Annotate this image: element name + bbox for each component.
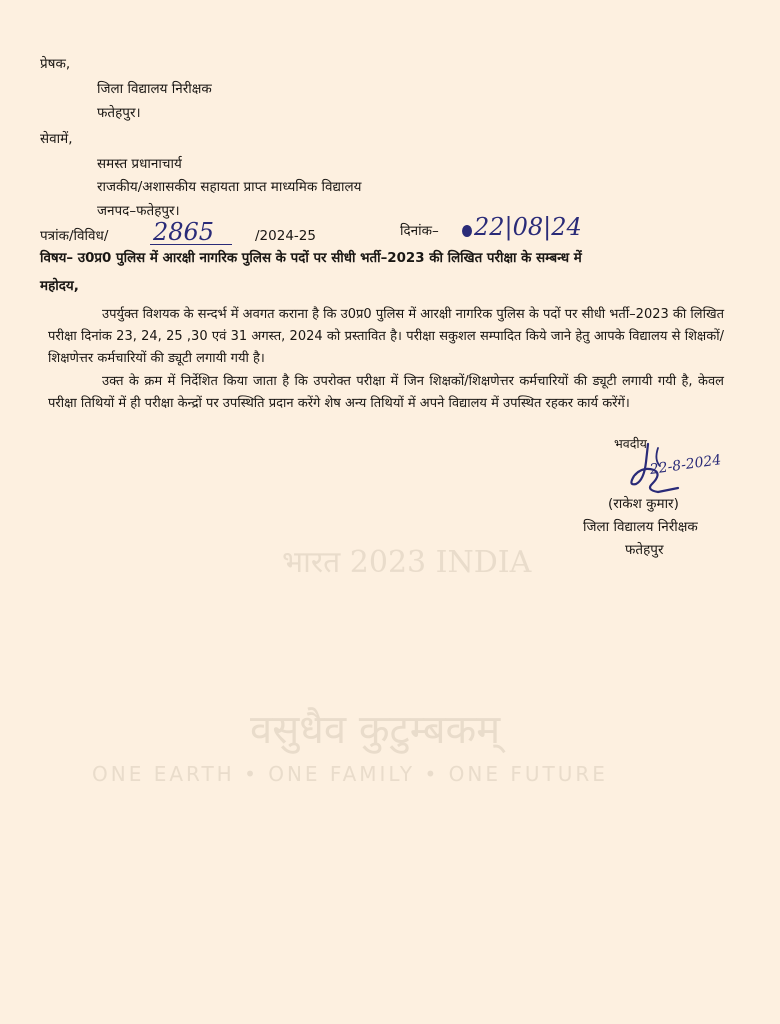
body-paragraph-1: उपर्युक्त विशयक के सन्दर्भ में अवगत कराना है कि उ0प्र0 पुलिस में आरक्षी नागरिक पुलिस के पदों पर सीधी भर्ती–2023 की लिखित परीक्षा दिनांक 23, 24, 25 ,30 एवं 31 अगस्त, 2024 को प्रस्तावित है। परीक्षा सकुशल सम्पादित किये जाने हेतु आपके विद्यालय से शिक्षकों/शिक्षणेत्तर कर्मचारियों की ड्यूटी लगायी गयी है। [48, 307, 724, 366]
sender-place: फतेहपुर। [97, 105, 141, 121]
sender-designation: जिला विद्यालय निरीक्षक [97, 81, 212, 97]
watermark-bharat-india: भारत 2023 INDIA [282, 545, 532, 580]
subject-line: विषय– उ0प्र0 पुलिस में आरक्षी नागरिक पुलिस के पदों पर सीधी भर्ती–2023 की लिखित परीक्षा के सम्बन्ध में [40, 251, 582, 266]
body-paragraph-2: उक्त के क्रम में निर्देशित किया जाता है कि उपरोक्त परीक्षा में जिन शिक्षकों/शिक्षणेत्तर कर्मचारियों की ड्यूटी लगायी गयी है, केवल परीक्षा तिथियों में ही परीक्षा केन्द्रों पर उपस्थिति प्रदान करेंगे शेष अन्य तिथियों में अपने विद्यालय में उपस्थित रहकर कार्य करेंगें। [48, 374, 724, 411]
sender-heading: प्रेषक, [40, 56, 71, 72]
watermark-vasudhaiva: वसुधैव कुटुम्बकम् [250, 707, 501, 753]
recipient-line-3: जनपद–फतेहपुर। [97, 203, 180, 219]
salutation: महोदय, [40, 278, 79, 294]
recipient-line-2: राजकीय/अशासकीय सहायता प्राप्त माध्यमिक विद्यालय [97, 179, 362, 195]
handwritten-date: 22|08|24 [474, 213, 582, 241]
handwritten-reference-number: 2865 [153, 218, 215, 246]
recipient-line-1: समस्त प्रधानाचार्य [97, 156, 182, 172]
watermark-one-earth: ONE EARTH • ONE FAMILY • ONE FUTURE [92, 762, 608, 786]
reference-label: पत्रांक/विविध/ [40, 228, 109, 244]
reference-year: /2024-25 [255, 228, 316, 244]
signatory-designation: जिला विद्यालय निरीक्षक [583, 519, 698, 535]
signature-date: 22-8-2024 [648, 452, 723, 478]
recipient-heading: सेवामें, [40, 131, 73, 147]
signatory-place: फतेहपुर [625, 542, 664, 558]
date-seal-dot [462, 225, 472, 237]
reference-number-underline [150, 244, 232, 245]
closing-bhavdiya: भवदीय [614, 436, 647, 451]
signatory-name: (राकेश कुमार) [608, 496, 679, 512]
date-label: दिनांक– [400, 223, 439, 239]
